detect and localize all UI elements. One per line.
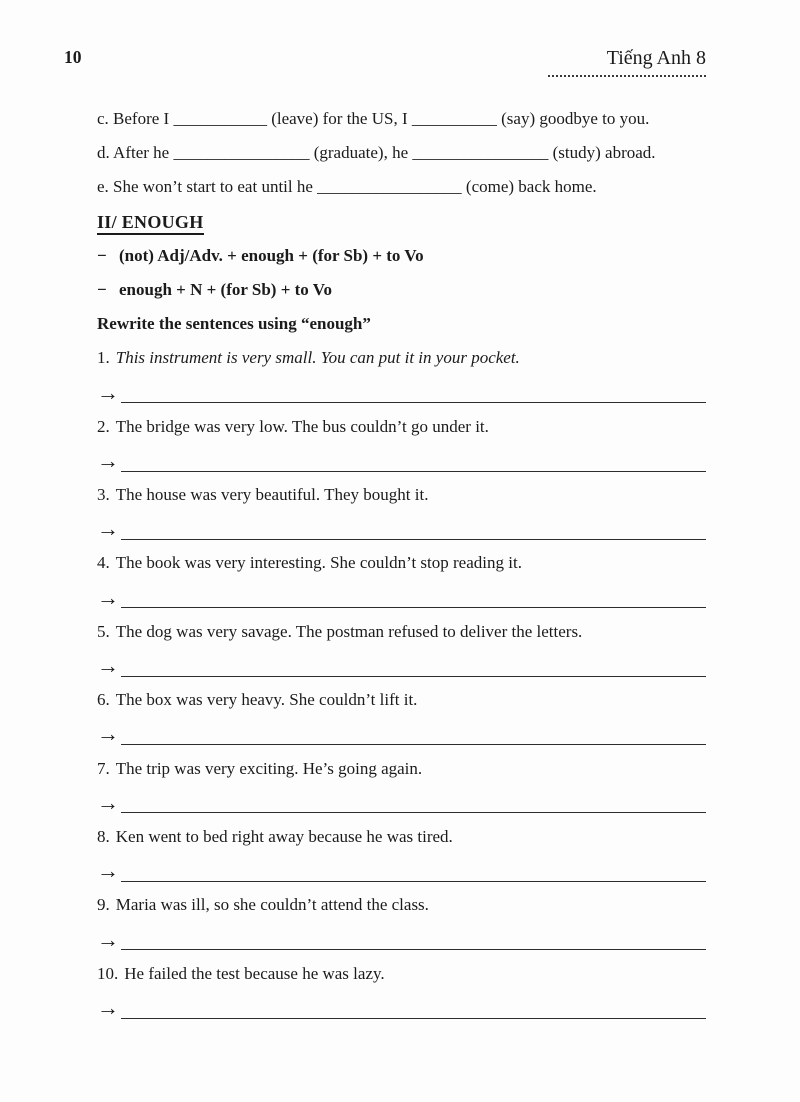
exercise-item-6 <box>97 683 706 717</box>
page-number: 10 <box>64 47 82 67</box>
arrow-icon: → <box>97 858 119 884</box>
page-header <box>64 46 706 77</box>
arrow-icon: → <box>97 447 119 473</box>
exercise-item-10 <box>97 957 706 991</box>
answer-line-6 <box>97 717 706 751</box>
fill-in-line-d: d. After he ________________ (graduate), he ________________ (study) abroad. <box>97 143 656 163</box>
answer-line-3 <box>97 512 706 546</box>
answer-blank-rule <box>121 717 706 745</box>
item-text: The box was very heavy. She couldn’t lift it. <box>115 690 418 710</box>
item-number: 10. <box>97 963 119 983</box>
arrow-icon: → <box>97 653 119 678</box>
answer-line-8 <box>97 854 706 888</box>
answer-line-7 <box>97 786 706 820</box>
item-number: 3. <box>97 485 110 505</box>
item-text: The bridge was very low. The bus couldn’t go under it. <box>115 416 489 436</box>
item-number: 7. <box>97 758 110 778</box>
arrow-icon: → <box>97 516 119 542</box>
answer-blank-rule <box>121 444 706 472</box>
item-number: 1. <box>97 348 110 368</box>
answer-blank-rule <box>121 854 706 882</box>
arrow-icon: → <box>97 994 119 1020</box>
answer-blank-rule <box>121 376 706 404</box>
section-heading <box>97 205 706 239</box>
item-number: 6. <box>97 690 110 710</box>
exercise-instruction: Rewrite the sentences using “enough” <box>97 314 371 334</box>
answer-line-5 <box>97 649 706 683</box>
item-text: This instrument is very small. You can put it in your pocket. <box>115 348 520 368</box>
formula-line-2 <box>97 273 706 307</box>
formula-text: enough + N + (for Sb) + to Vo <box>119 279 332 299</box>
exercise-item-2 <box>97 410 706 444</box>
exercise-item-9 <box>97 888 706 922</box>
exercise-item-1 <box>97 341 706 375</box>
exercise-item-4 <box>97 546 706 580</box>
exercise-item-5 <box>97 615 706 649</box>
item-number: 4. <box>97 553 110 573</box>
exercise-item-8 <box>97 820 706 854</box>
answer-line-9 <box>97 923 706 957</box>
answer-blank-rule <box>121 581 706 609</box>
item-text: He failed the test because he was lazy. <box>124 963 385 983</box>
item-text: The dog was very savage. The postman refused to deliver the letters. <box>115 621 583 641</box>
item-number: 2. <box>97 416 110 436</box>
item-text: Ken went to bed right away because he was tired. <box>115 826 453 846</box>
arrow-icon: → <box>97 379 119 405</box>
fill-in-line-e: e. She won’t start to eat until he _________________ (come) back home. <box>97 177 597 197</box>
item-text: Maria was ill, so she couldn’t attend the class. <box>115 895 429 915</box>
answer-blank-rule <box>121 991 706 1019</box>
exercise-item-7 <box>97 752 706 786</box>
answer-blank-rule <box>121 649 706 677</box>
answer-blank-rule <box>121 923 706 951</box>
item-text: The book was very interesting. She couldn’t stop reading it. <box>115 553 522 573</box>
page-content <box>97 102 706 1025</box>
answer-line-1 <box>97 376 706 410</box>
arrow-icon: → <box>97 721 119 747</box>
answer-blank-rule <box>121 512 706 540</box>
dash-bullet: − <box>97 245 107 265</box>
dash-bullet: − <box>97 279 107 299</box>
answer-line-10 <box>97 991 706 1025</box>
item-text: The trip was very exciting. He’s going again. <box>115 758 423 778</box>
formula-text: (not) Adj/Adv. + enough + (for Sb) + to Vo <box>119 245 424 265</box>
arrow-icon: → <box>97 789 119 815</box>
exercise-item-3 <box>97 478 706 512</box>
section-heading-text: II/ ENOUGH <box>97 212 204 235</box>
item-number: 8. <box>97 826 110 846</box>
answer-blank-rule <box>121 786 706 814</box>
answer-line-4 <box>97 581 706 615</box>
fill-in-line-c: c. Before I ___________ (leave) for the US, I __________ (say) goodbye to you. <box>97 109 650 128</box>
formula-line-1 <box>97 239 706 273</box>
item-text: The house was very beautiful. They bought it. <box>115 485 429 505</box>
arrow-icon: → <box>97 926 119 952</box>
item-number: 5. <box>97 621 110 641</box>
book-title: Tiếng Anh 8 <box>548 46 706 77</box>
arrow-icon: → <box>97 584 119 610</box>
item-number: 9. <box>97 895 110 915</box>
answer-line-2 <box>97 444 706 478</box>
